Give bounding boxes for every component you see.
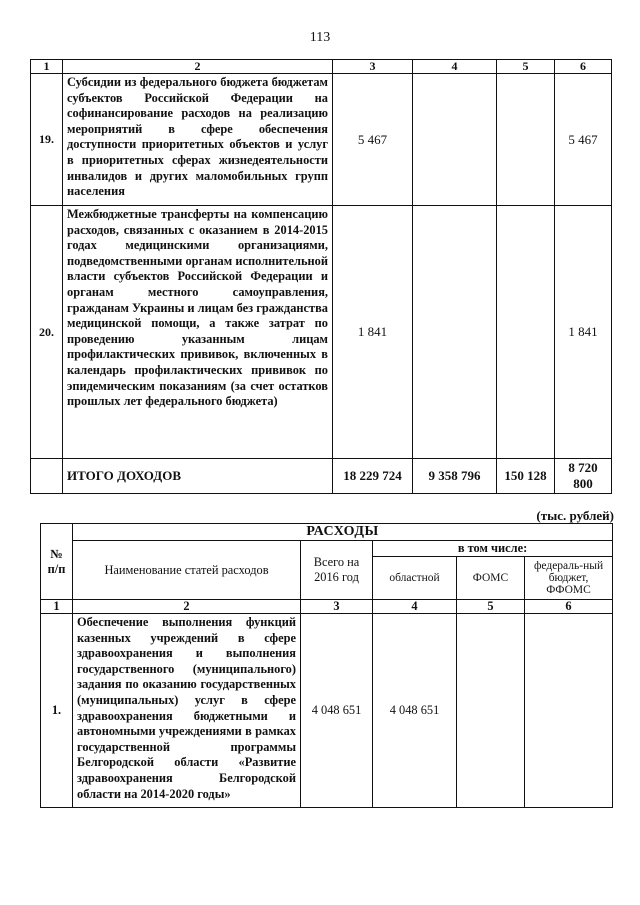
column-number: 5: [497, 60, 555, 74]
header-regional: областной: [373, 557, 457, 600]
row-regional: [413, 74, 497, 206]
column-number: 6: [525, 600, 613, 614]
row-number: 19.: [31, 74, 63, 206]
header-total: Всего на 2016 год: [301, 541, 373, 600]
column-number: 5: [457, 600, 525, 614]
row-foms: [497, 74, 555, 206]
column-number: 6: [555, 60, 612, 74]
section-title: РАСХОДЫ: [73, 524, 613, 541]
revenue-table: [30, 59, 612, 494]
row-number: 20.: [31, 206, 63, 459]
expenses-table: [40, 523, 613, 808]
column-number: 1: [41, 600, 73, 614]
total-label: ИТОГО ДОХОДОВ: [63, 459, 333, 494]
row-regional: 4 048 651: [373, 614, 457, 808]
units-note: (тыс. рублей): [536, 508, 614, 523]
row-foms: [457, 614, 525, 808]
table-row: [31, 74, 612, 206]
total-number-cell: [31, 459, 63, 494]
column-number: 1: [31, 60, 63, 74]
page-number: 113: [309, 30, 331, 45]
column-number-row: [41, 600, 613, 614]
total-federal: 8 720 800: [555, 459, 612, 494]
header-federal: федераль-ный бюджет, ФФОМС: [525, 557, 613, 600]
total-sum: 18 229 724: [333, 459, 413, 494]
row-description: Межбюджетные трансферты на компенсацию расходов, связанных с оказанием в 2014-2015 годах медицинскими организациями, подведомственными органам исполнительной власти субъектов Российской Федерации и органам местного самоуправления, гражданам Украины и лицам без гражданства медицинской помощи, а также затрат по проведению указанным лицам профилактических прививок, включенных в календарь профилактических прививок по эпидемическим показаниям (за счет остатков прошлых лет федерального бюджета): [63, 206, 333, 459]
header-number: № п/п: [41, 524, 73, 600]
row-federal: 1 841: [555, 206, 612, 459]
column-number: 4: [413, 60, 497, 74]
row-federal: [525, 614, 613, 808]
column-number: 3: [301, 600, 373, 614]
column-number: 3: [333, 60, 413, 74]
header-foms: ФОМС: [457, 557, 525, 600]
header-name: Наименование статей расходов: [73, 541, 301, 600]
column-number: 2: [63, 60, 333, 74]
column-number-row: [31, 60, 612, 74]
total-foms: 150 128: [497, 459, 555, 494]
row-total: 4 048 651: [301, 614, 373, 808]
table-row: [41, 614, 613, 808]
header-including: в том числе:: [373, 541, 613, 557]
column-number: 2: [73, 600, 301, 614]
row-number: 1.: [41, 614, 73, 808]
table-row: [31, 206, 612, 459]
row-federal: 5 467: [555, 74, 612, 206]
row-foms: [497, 206, 555, 459]
row-regional: [413, 206, 497, 459]
total-row: [31, 459, 612, 494]
row-total: 1 841: [333, 206, 413, 459]
row-description: Субсидии из федерального бюджета бюджетам субъектов Российской Федерации на софинансирование расходов на реализацию мероприятий в сфере обеспечения доступности приоритетных объектов и услуг в приоритетных сферах жизнедеятельности инвалидов и других маломобильных групп населения: [63, 74, 333, 206]
column-number: 4: [373, 600, 457, 614]
total-regional: 9 358 796: [413, 459, 497, 494]
row-description: Обеспечение выполнения функций казенных учреждений в сфере здравоохранения и выполнения государственного (муниципального) задания по оказанию государственных (муниципальных) услуг в сфере здравоохранения бюджетными и автономными учреждениями в рамках государственной программы Белгородской области «Развитие здравоохранения Белгородской области на 2014-2020 годы»: [73, 614, 301, 808]
row-total: 5 467: [333, 74, 413, 206]
